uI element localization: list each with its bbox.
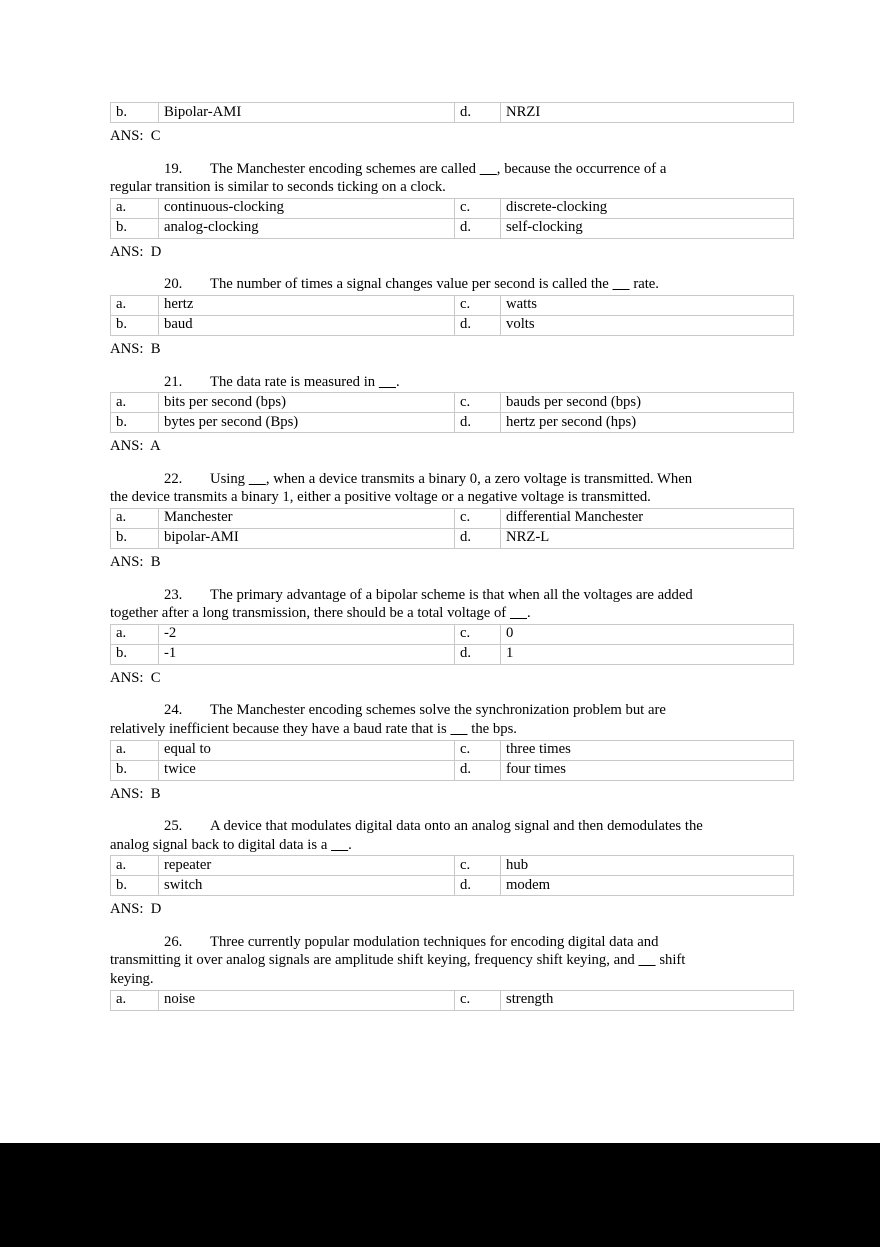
choice-text: volts (501, 315, 794, 335)
answer-line: ANS: D (110, 243, 162, 260)
choice-text: Bipolar-AMI (159, 103, 455, 123)
choices-table (110, 990, 794, 1011)
question-line-2: regular transition is similar to seconds ticking on a clock. (110, 179, 446, 196)
choice-label: b. (111, 876, 159, 896)
choice-text: discrete-clocking (501, 198, 794, 218)
question-text (110, 586, 771, 623)
question-text (110, 275, 771, 294)
question-line-1: The Manchester encoding schemes are called , because the occurrence of a (210, 160, 667, 177)
answer-line: ANS: D (110, 901, 162, 918)
choices-table (110, 624, 794, 665)
question-line-1: The data rate is measured in . (210, 373, 400, 390)
choice-label: d. (455, 876, 501, 896)
choice-text: differential Manchester (501, 508, 794, 528)
choice-label: c. (455, 990, 501, 1010)
choice-label: b. (111, 413, 159, 433)
choice-label: b. (111, 315, 159, 335)
question-number: 20. (164, 276, 183, 293)
question-number: 21. (164, 373, 183, 390)
spacer (110, 687, 771, 701)
spacer (110, 919, 771, 933)
table-row (111, 508, 794, 528)
choice-label: a. (111, 624, 159, 644)
choice-label: a. (111, 856, 159, 876)
question-number: 26. (164, 933, 183, 950)
choice-text: hertz per second (hps) (501, 413, 794, 433)
question-line-2: relatively inefficient because they have a baud rate that is the bps. (110, 720, 517, 737)
question-number: 22. (164, 470, 183, 487)
choice-label: c. (455, 393, 501, 413)
table-row (111, 315, 794, 335)
question-line-3: keying. (110, 971, 154, 988)
choice-label: b. (111, 760, 159, 780)
choice-label: a. (111, 990, 159, 1010)
choice-label: d. (455, 103, 501, 123)
question-block-q23 (110, 586, 771, 688)
choice-text: watts (501, 295, 794, 315)
question-block-q22 (110, 470, 771, 572)
choice-text: noise (159, 990, 455, 1010)
question-line-2: analog signal back to digital data is a . (110, 836, 352, 853)
choice-text: 1 (501, 644, 794, 664)
question-text (110, 373, 771, 392)
choice-text: four times (501, 760, 794, 780)
question-text (110, 160, 771, 197)
spacer (110, 146, 771, 160)
choice-label: c. (455, 508, 501, 528)
question-line-1: Using , when a device transmits a binary 0, a zero voltage is transmitted. When (210, 470, 693, 487)
spacer (110, 572, 771, 586)
choice-label: b. (111, 528, 159, 548)
choice-text: bauds per second (bps) (501, 393, 794, 413)
table-row (111, 528, 794, 548)
choice-label: d. (455, 528, 501, 548)
choice-label: d. (455, 413, 501, 433)
table-row (111, 990, 794, 1010)
question-block-q26 (110, 933, 771, 1011)
table-row (111, 876, 794, 896)
spacer (110, 456, 771, 470)
table-row (111, 218, 794, 238)
choice-text: hertz (159, 295, 455, 315)
choice-text: -1 (159, 644, 455, 664)
choice-label: c. (455, 295, 501, 315)
choice-text: three times (501, 740, 794, 760)
choice-label: b. (111, 103, 159, 123)
choice-text: hub (501, 856, 794, 876)
question-text (110, 933, 771, 989)
choice-text: continuous-clocking (159, 198, 455, 218)
choice-label: c. (455, 856, 501, 876)
question-line-1: A device that modulates digital data onto an analog signal and then demodulates the (210, 818, 703, 835)
choice-text: self-clocking (501, 218, 794, 238)
table-row (111, 624, 794, 644)
question-line-1: Three currently popular modulation techniques for encoding digital data and (210, 933, 659, 950)
question-number: 25. (164, 818, 183, 835)
choice-label: d. (455, 315, 501, 335)
table-row (111, 740, 794, 760)
question-line-1: The number of times a signal changes value per second is called the rate. (210, 276, 659, 293)
choice-text: twice (159, 760, 455, 780)
choice-text: baud (159, 315, 455, 335)
choice-label: c. (455, 740, 501, 760)
answer-line: ANS: B (110, 785, 161, 802)
answer-line: ANS: C (110, 128, 161, 144)
choice-text: -2 (159, 624, 455, 644)
table-row (111, 760, 794, 780)
question-text (110, 817, 771, 854)
choices-table (110, 392, 794, 433)
spacer (110, 261, 771, 275)
choice-text: bits per second (bps) (159, 393, 455, 413)
choice-label: a. (111, 740, 159, 760)
question-number: 24. (164, 702, 183, 719)
choice-label: d. (455, 218, 501, 238)
table-row (111, 103, 794, 123)
document-content (110, 101, 771, 1011)
table-row (111, 393, 794, 413)
choice-text: analog-clocking (159, 218, 455, 238)
choice-text: equal to (159, 740, 455, 760)
question-text (110, 701, 771, 738)
table-row (111, 198, 794, 218)
choices-table (110, 295, 794, 336)
choice-label: a. (111, 508, 159, 528)
choices-table (110, 508, 794, 549)
spacer (110, 803, 771, 817)
choice-label: d. (455, 760, 501, 780)
choice-label: b. (111, 644, 159, 664)
question-number: 23. (164, 586, 183, 603)
choice-label: b. (111, 218, 159, 238)
choice-label: a. (111, 198, 159, 218)
question-block-q20 (110, 275, 771, 358)
choice-label: a. (111, 393, 159, 413)
table-row (111, 413, 794, 433)
choices-table (110, 855, 794, 896)
choice-text: Manchester (159, 508, 455, 528)
question-number: 19. (164, 160, 183, 177)
table-row (111, 644, 794, 664)
choice-text: 0 (501, 624, 794, 644)
answer-line: ANS: C (110, 669, 161, 686)
choice-text: bytes per second (Bps) (159, 413, 455, 433)
choice-text: strength (501, 990, 794, 1010)
question-line-2: together after a long transmission, there should be a total voltage of . (110, 605, 531, 622)
question-block-q18-tail (110, 102, 771, 146)
question-block-q21 (110, 373, 771, 456)
choices-table (110, 198, 794, 239)
choice-text: bipolar-AMI (159, 528, 455, 548)
spacer (110, 359, 771, 373)
choice-label: c. (455, 624, 501, 644)
answer-line: ANS: B (110, 553, 161, 570)
choice-text: repeater (159, 856, 455, 876)
question-text (110, 470, 771, 507)
answer-line: ANS: B (110, 340, 161, 357)
question-block-q24 (110, 701, 771, 803)
question-line-2: transmitting it over analog signals are amplitude shift keying, frequency shift keying, and shift (110, 952, 686, 969)
choice-text: NRZI (501, 103, 794, 123)
question-block-q19 (110, 160, 771, 262)
choice-text: NRZ-L (501, 528, 794, 548)
choices-table (110, 740, 794, 781)
question-line-1: The primary advantage of a bipolar scheme is that when all the voltages are added (210, 586, 693, 603)
choice-text: switch (159, 876, 455, 896)
choices-table (110, 102, 794, 123)
choice-text: modem (501, 876, 794, 896)
table-row (111, 295, 794, 315)
answer-line: ANS: A (110, 438, 161, 455)
question-block-q25 (110, 817, 771, 919)
choice-label: d. (455, 644, 501, 664)
question-line-1: The Manchester encoding schemes solve the synchronization problem but are (210, 702, 666, 719)
choice-label: a. (111, 295, 159, 315)
viewport-bottom-band (0, 1143, 880, 1247)
choice-label: c. (455, 198, 501, 218)
question-line-2: the device transmits a binary 1, either a positive voltage or a negative voltage is transmitted. (110, 489, 651, 506)
table-row (111, 856, 794, 876)
